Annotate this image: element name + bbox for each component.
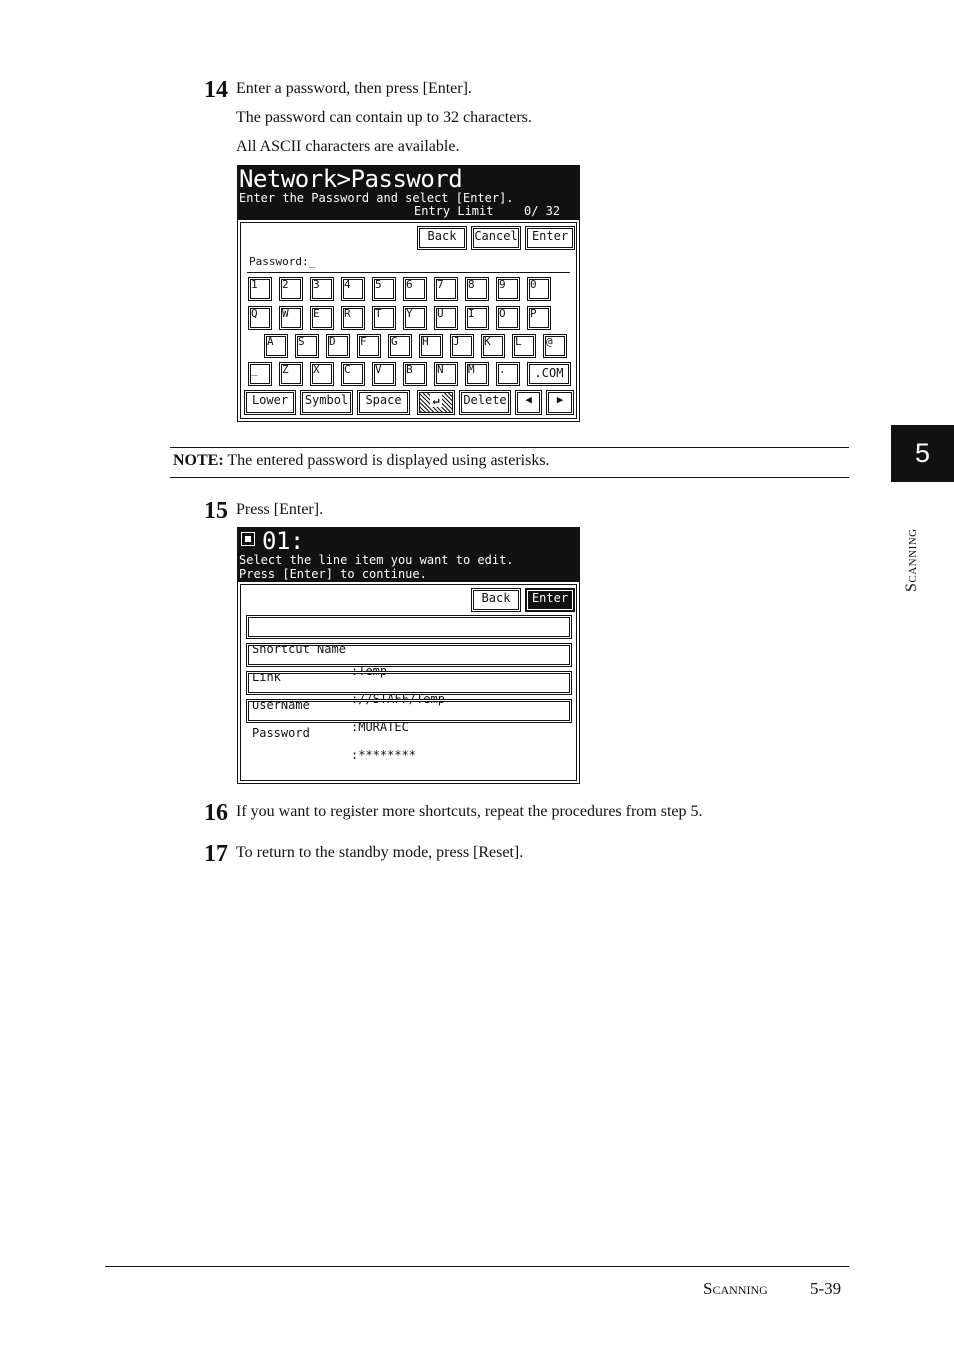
screen-instruction-1: Select the line item you want to edit.	[239, 553, 514, 567]
password-entry-screen	[237, 165, 580, 422]
keyboard-panel	[240, 222, 577, 419]
key-s[interactable]: S	[295, 334, 319, 358]
entry-counter: 0/ 32	[524, 204, 561, 218]
key-m[interactable]: M	[465, 362, 489, 386]
space-button[interactable]: Space	[357, 390, 410, 415]
note	[173, 452, 550, 470]
key-d[interactable]: D	[326, 334, 350, 358]
row-value: :MURATEC	[351, 720, 409, 734]
row-value: ://STAFF/Temp	[351, 692, 445, 706]
enter-key-button[interactable]	[417, 390, 455, 415]
lower-button[interactable]: Lower	[244, 390, 296, 415]
key-n[interactable]: N	[434, 362, 458, 386]
key-period[interactable]: .	[496, 362, 520, 386]
cancel-button[interactable]: Cancel	[471, 226, 521, 250]
key-q[interactable]: Q	[248, 306, 272, 330]
row-value: :********	[351, 748, 417, 762]
key-x[interactable]: X	[310, 362, 334, 386]
key-at[interactable]: @	[543, 334, 567, 358]
key-7[interactable]: 7	[434, 277, 458, 301]
shortcut-edit-screen	[237, 527, 580, 784]
page-number: 5-39	[810, 1279, 842, 1298]
password-field[interactable]: Password:_	[249, 255, 316, 268]
key-c[interactable]: C	[341, 362, 365, 386]
step-14-detail-1: The password can contain up to 32 characters.	[236, 109, 532, 126]
row-label: Link	[252, 670, 281, 684]
key-b[interactable]: B	[403, 362, 427, 386]
cursor-right-button[interactable]	[546, 390, 574, 415]
footer-section: Scanning	[703, 1279, 768, 1298]
shortcut-panel	[240, 584, 577, 781]
note-top-rule	[170, 447, 849, 448]
step-number-16: 16	[204, 800, 228, 826]
row-label: Shortcut Name	[252, 642, 346, 656]
key-1[interactable]: 1	[248, 277, 272, 301]
cursor-left-button[interactable]	[515, 390, 542, 415]
note-text: The entered password is displayed using asterisks.	[227, 452, 550, 469]
enter-button[interactable]: Enter	[525, 226, 575, 250]
row-label: Password	[252, 726, 310, 740]
key-o[interactable]: O	[496, 306, 520, 330]
key-e[interactable]: E	[310, 306, 334, 330]
step-number-14: 14	[204, 77, 228, 103]
key-underscore[interactable]: _	[248, 362, 272, 386]
key-y[interactable]: Y	[403, 306, 427, 330]
row-value: :Temp	[351, 664, 388, 678]
key-8[interactable]: 8	[465, 277, 489, 301]
step-16-instruction: If you want to register more shortcuts, repeat the procedures from step 5.	[236, 803, 703, 820]
arrow-right-icon: ▶	[556, 393, 564, 406]
screen-instruction: Enter the Password and select [Enter].	[239, 191, 514, 205]
key-z[interactable]: Z	[279, 362, 303, 386]
note-bottom-rule	[170, 477, 849, 478]
chapter-section-label: Scanning	[903, 528, 920, 592]
key-l[interactable]: L	[512, 334, 536, 358]
key-f[interactable]: F	[357, 334, 381, 358]
screen-title: Network>Password	[239, 165, 463, 193]
symbol-button[interactable]: Symbol	[300, 390, 353, 415]
step-number-17: 17	[204, 841, 228, 867]
delete-button[interactable]: Delete	[459, 390, 511, 415]
step-number-15: 15	[204, 498, 228, 524]
key-a[interactable]: A	[264, 334, 288, 358]
footer-rule	[105, 1266, 849, 1267]
key-g[interactable]: G	[388, 334, 412, 358]
back-button[interactable]: Back	[417, 226, 467, 250]
key-i[interactable]: I	[465, 306, 489, 330]
key-dot-com[interactable]: .COM	[527, 362, 571, 386]
shortcut-folder-icon	[241, 532, 255, 546]
enter-button[interactable]: Enter	[525, 588, 575, 612]
key-u[interactable]: U	[434, 306, 458, 330]
key-t[interactable]: T	[372, 306, 396, 330]
step-14-instruction: Enter a password, then press [Enter].	[236, 80, 472, 97]
password-underline	[247, 272, 570, 273]
key-6[interactable]: 6	[403, 277, 427, 301]
key-p[interactable]: P	[527, 306, 551, 330]
key-0[interactable]: 0	[527, 277, 551, 301]
key-2[interactable]: 2	[279, 277, 303, 301]
key-3[interactable]: 3	[310, 277, 334, 301]
return-arrow-icon: ↵	[432, 393, 440, 407]
key-j[interactable]: J	[450, 334, 474, 358]
key-v[interactable]: V	[372, 362, 396, 386]
key-k[interactable]: K	[481, 334, 505, 358]
row-label: UserName	[252, 698, 310, 712]
screen-title: 01:	[262, 527, 304, 555]
back-button[interactable]: Back	[471, 588, 521, 612]
arrow-left-icon: ◀	[525, 393, 532, 406]
screen-header	[238, 166, 579, 220]
note-label: NOTE:	[173, 452, 224, 469]
key-4[interactable]: 4	[341, 277, 365, 301]
key-h[interactable]: H	[419, 334, 443, 358]
screen-header	[238, 528, 579, 582]
entry-limit-label: Entry Limit	[414, 204, 494, 218]
step-15-instruction: Press [Enter].	[236, 501, 324, 518]
key-r[interactable]: R	[341, 306, 365, 330]
step-14-detail-2: All ASCII characters are available.	[236, 138, 460, 155]
key-5[interactable]: 5	[372, 277, 396, 301]
key-w[interactable]: W	[279, 306, 303, 330]
chapter-tab: 5	[891, 425, 954, 482]
step-17-instruction: To return to the standby mode, press [Reset].	[236, 844, 524, 861]
key-9[interactable]: 9	[496, 277, 520, 301]
screen-instruction-2: Press [Enter] to continue.	[239, 567, 427, 581]
